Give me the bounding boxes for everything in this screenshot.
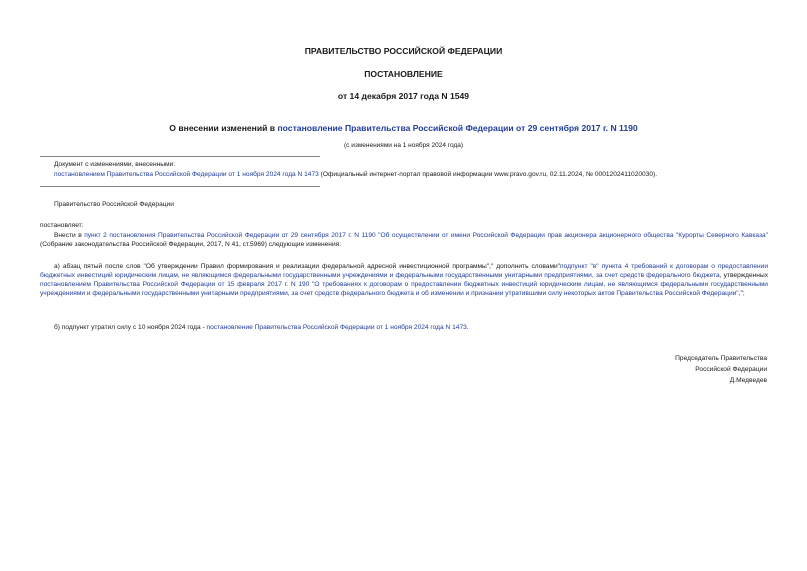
pa-prefix: а) абзац пятый после слов "Об утверждении Правил формирования и реализации федеральной адресной инвестиционной программы"," дополнить словами": [54, 263, 561, 270]
government-heading: ПРАВИТЕЛЬСТВО РОССИЙСКОЙ ФЕДЕРАЦИИ: [304, 46, 503, 56]
changes-top-rule: [40, 156, 320, 157]
pa-link-1[interactable]: подпункт "в" пункта 4 требований к договорам о предоставлении бюджетных инвестиций юридическим лицам, не являющимся федеральными государственными учреждениями и федеральными государственными унитарными предприятиями, за счет средств федерального бюджета: [40, 263, 768, 279]
p1-link[interactable]: пункт 2 постановления Правительства Российской Федерации от 29 сентября 2017 г. N 1190 "Об осуществлении от имени Российской Федерации прав акционера акционерного общества "Курорты Северного Кавказа": [84, 232, 768, 239]
revision-note: (с изменениями на 1 ноября 2024 года): [343, 142, 464, 149]
government-line: Правительство Российской Федерации: [54, 201, 174, 208]
document-type: ПОСТАНОВЛЕНИЕ: [364, 69, 443, 79]
paragraph-b: [40, 323, 768, 332]
document-title: [0, 123, 807, 133]
changes-caption: Документ с изменениями, внесенными:: [54, 161, 176, 168]
resolves-line: постановляет:: [40, 222, 84, 229]
changes-bottom-rule: [40, 186, 320, 187]
paragraph-a: [40, 262, 768, 298]
document-title-prefix: О внесении изменений в: [169, 123, 278, 133]
signature-name: Д.Медведев: [729, 377, 767, 384]
pb-suffix: .: [466, 324, 469, 331]
pa-mid: , утвержденных: [719, 272, 768, 279]
paragraph-1: [40, 231, 768, 249]
changes-link[interactable]: постановлением Правительства Российской Федерации от 1 ноября 2024 года N 1473: [54, 171, 319, 178]
signature-position: Председатель Правительства: [675, 355, 767, 362]
signature-block: [675, 353, 767, 386]
pb-link[interactable]: постановление Правительства Российской Федерации от 1 ноября 2024 года N 1473: [206, 324, 467, 331]
pa-suffix: ,";: [738, 290, 745, 297]
document-date-number: от 14 декабря 2017 года N 1549: [337, 91, 470, 101]
pb-prefix: б) подпункт утратил силу с 10 ноября 2024 года -: [54, 324, 207, 331]
p1-prefix: Внести в: [54, 232, 85, 239]
changes-line: [54, 170, 657, 179]
document-title-link[interactable]: постановление Правительства Российской Федерации от 29 сентября 2017 г. N 1190: [277, 123, 638, 133]
changes-source: (Официальный интернет-портал правовой информации www.pravo.gov.ru, 02.11.2024, № 0001202411020030).: [318, 171, 658, 178]
pa-link-2[interactable]: постановлением Правительства Российской Федерации от 15 февраля 2017 г. N 190 "О требованиях к договорам о предоставлении бюджетных инвестиций юридическим лицам, не являющимся федеральными государственными учреждениями и федеральными государственными унитарными предприятиями, за счет средств федерального бюджета и об изменении и признании утратившими силу некоторых актов Правительства Российской Федерации": [40, 281, 768, 297]
p1-suffix: (Собрание законодательства Российской Федерации, 2017, N 41, ст.5969) следующие изменения:: [40, 241, 342, 248]
signature-country: Российской Федерации: [695, 366, 767, 373]
